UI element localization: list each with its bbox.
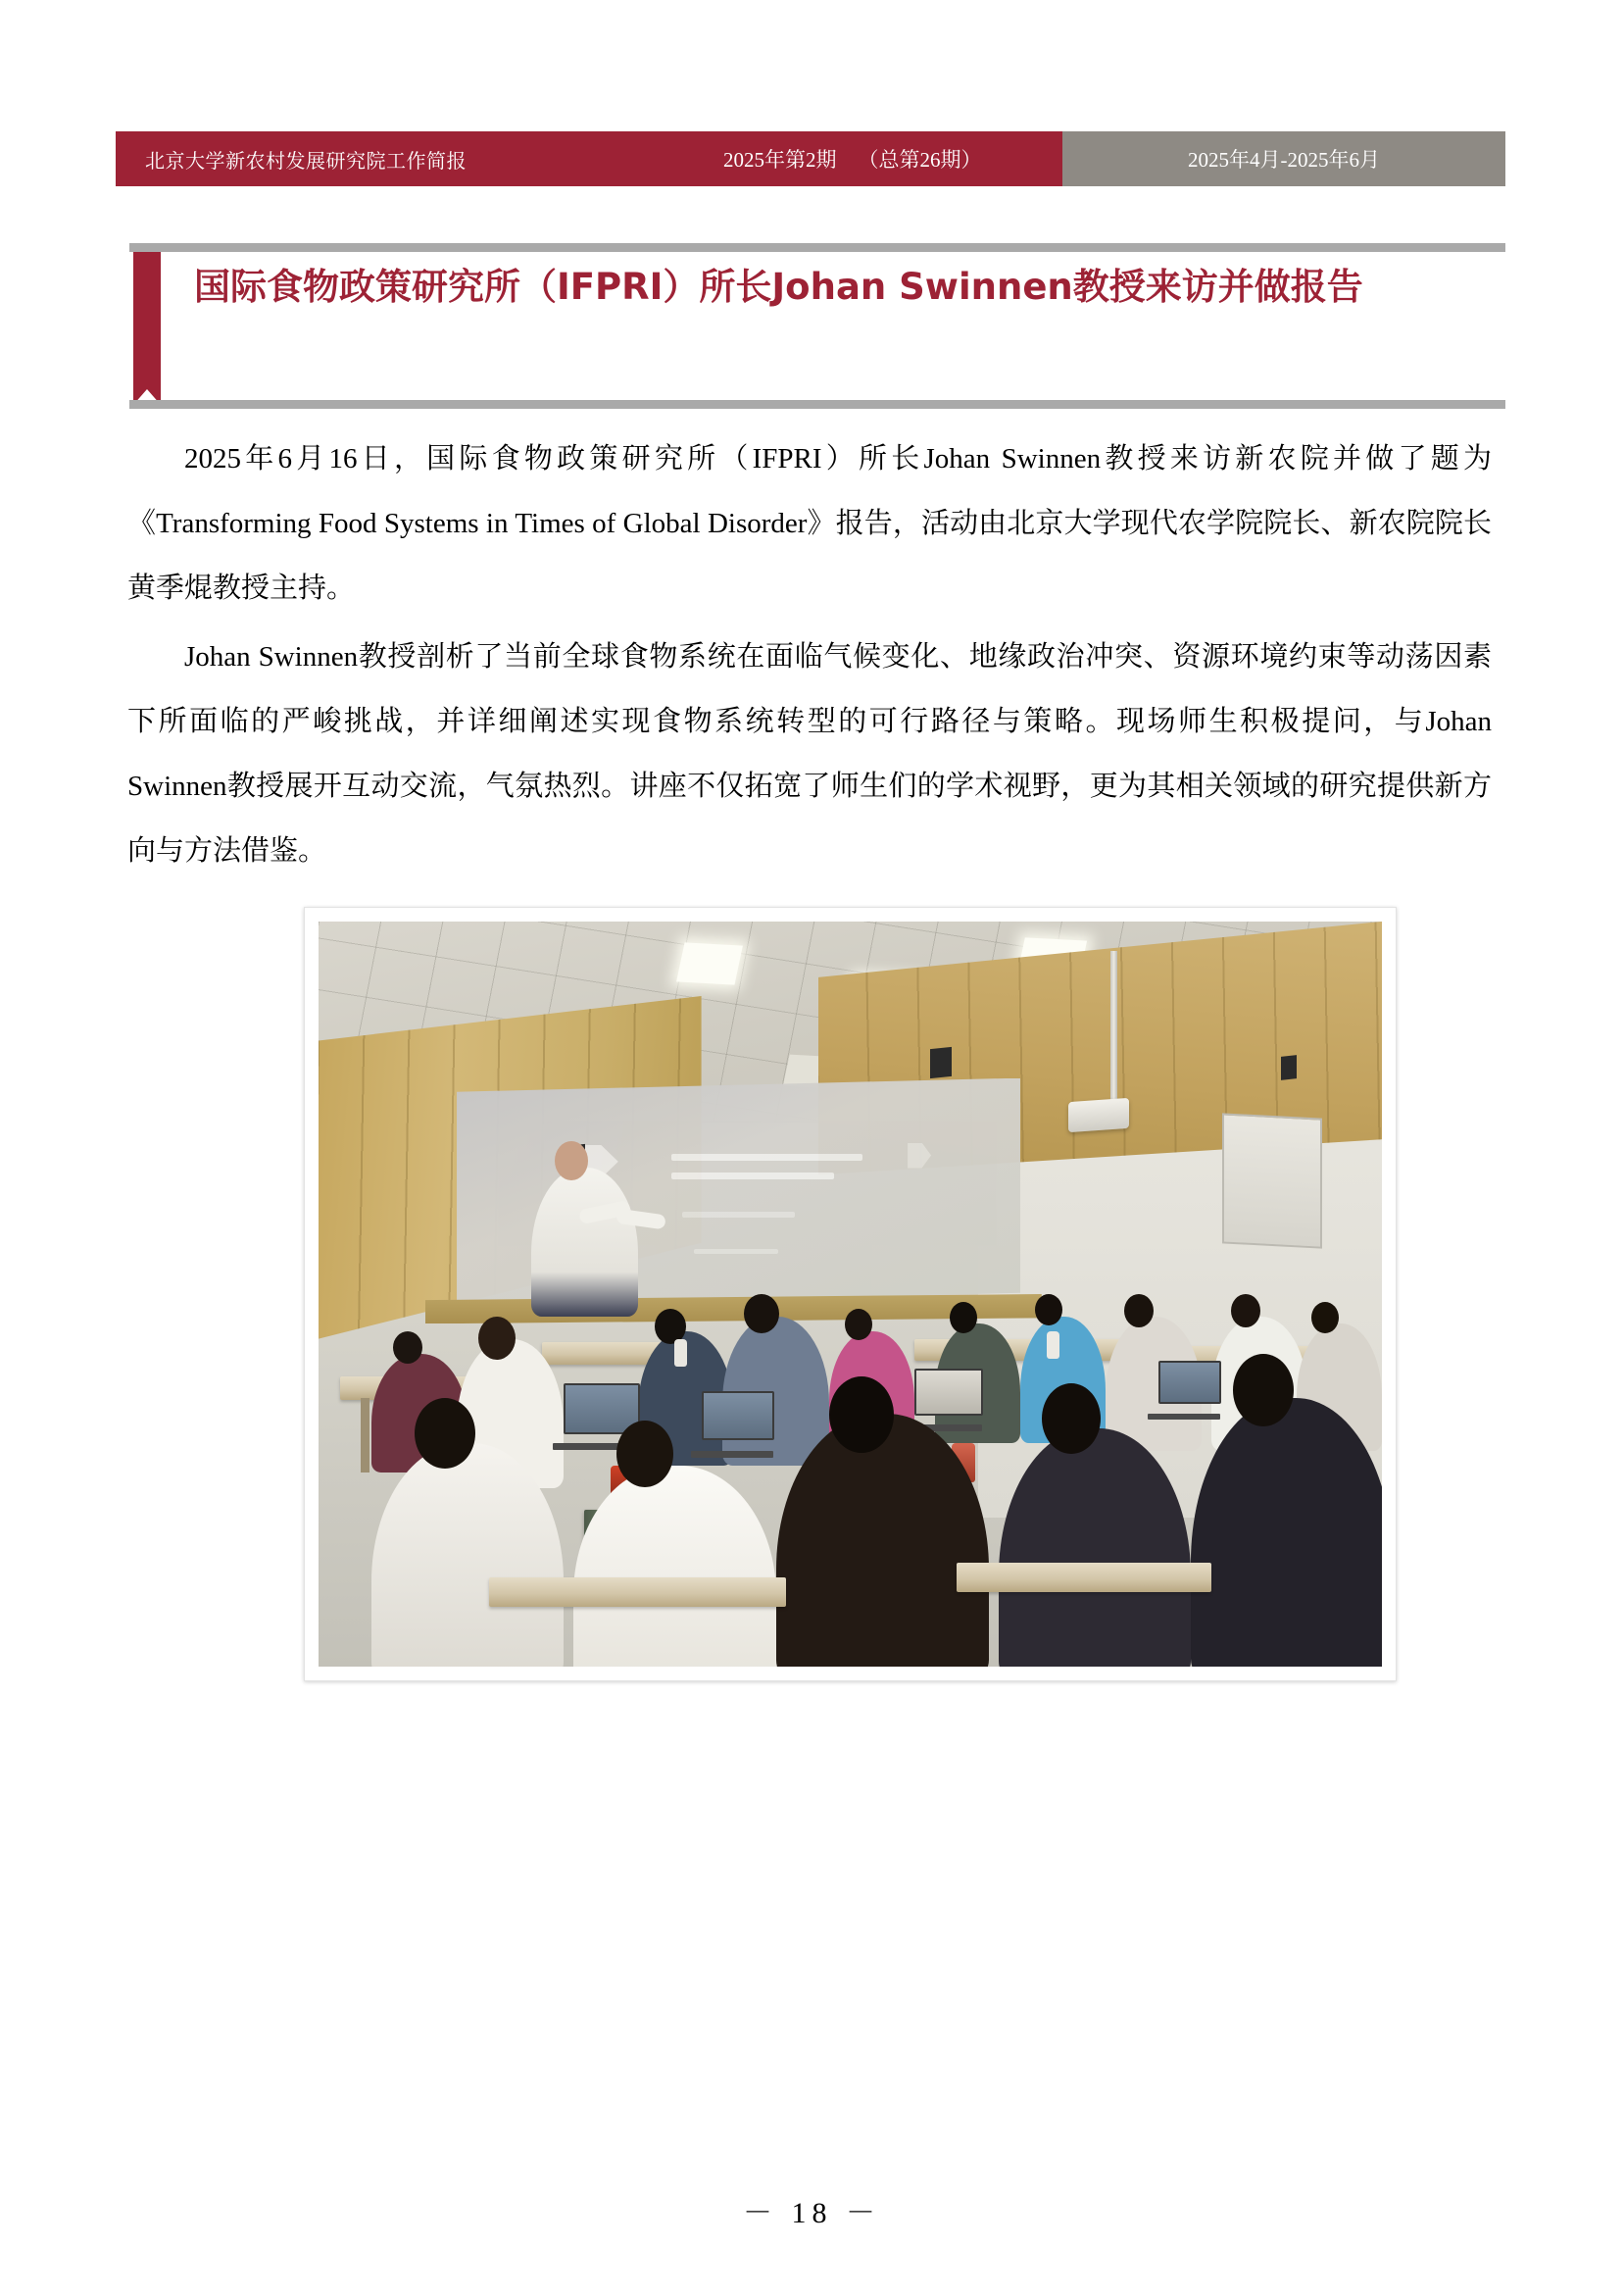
page-title: 国际食物政策研究所（IFPRI）所长Johan Swinnen教授来访并做报告: [194, 266, 1363, 308]
desk-foreground: [489, 1577, 787, 1607]
electrical-cabinet: [1222, 1113, 1322, 1249]
desk-foreground-right: [957, 1563, 1211, 1592]
article-photo-frame: [304, 907, 1397, 1681]
lecture-classroom-photo: [319, 922, 1382, 1667]
ceiling-light-1: [676, 942, 743, 984]
desk-front-left-leg: [361, 1398, 369, 1472]
audience-head-back-10: [1311, 1302, 1339, 1333]
slide-title-line-1: [671, 1154, 863, 1161]
title-rule-bottom: [129, 400, 1505, 409]
laptop-base-4: [1148, 1414, 1220, 1420]
ceiling-projector: [1068, 1098, 1129, 1132]
presenter-body: [531, 1168, 638, 1317]
audience-head-back-9: [1231, 1294, 1260, 1327]
projector-mount-rod: [1110, 951, 1117, 1108]
journal-title: 北京大学新农村发展研究院工作简报: [145, 148, 467, 173]
slide-title-line-2: [671, 1173, 835, 1179]
page-footer: [0, 2188, 1624, 2231]
paragraph-1: 2025年6月16日，国际食物政策研究所（IFPRI）所长Johan Swinnen教授来访新农院并做了题为《Transforming Food Systems in Times of Global Disorder》报告，活动由北京大学现代农学院院长、新农院院长黄季焜教授主持。: [127, 443, 1492, 604]
audience-head-front-left: [415, 1398, 475, 1469]
water-bottle-2: [1047, 1331, 1059, 1359]
audience-head-back-1: [393, 1331, 422, 1364]
header-red-band: [116, 131, 1062, 186]
laptop-screen-3: [914, 1369, 983, 1416]
audience-head-back-4: [744, 1294, 779, 1333]
audience-head-far-right: [1233, 1354, 1294, 1426]
issue-period: 2025年4月-2025年6月: [1188, 148, 1380, 172]
audience-head-front-right: [1042, 1383, 1101, 1454]
issue-total-number: （总第26期）: [858, 148, 982, 172]
title-rule-top: [129, 243, 1505, 252]
header-gray-band: [1062, 131, 1505, 186]
slide-secondary-logo-icon: [908, 1143, 931, 1169]
issue-number: 2025年第2期: [723, 148, 837, 172]
presenter-head: [555, 1141, 588, 1180]
slide-subtitle-line: [682, 1212, 795, 1218]
article-body: [127, 426, 1492, 887]
slide-footer-line: [694, 1249, 778, 1254]
audience-head-back-2: [478, 1317, 516, 1360]
header-issue-group: [723, 144, 982, 174]
title-ribbon-marker: [133, 252, 161, 389]
paragraph-2: Johan Swinnen教授剖析了当前全球食物系统在面临气候变化、地缘政治冲突、资源环境约束等动荡因素下所面临的严峻挑战，并详细阐述实现食物系统转型的可行路径与策略。现场师生积极提问，与Johan Swinnen教授展开互动交流，气氛热烈。讲座不仅拓宽了师生们的学术视野，更为其相关领域的研究提供新方向与方法借鉴。: [127, 641, 1492, 867]
page-number: － 18 －: [743, 2197, 881, 2229]
audience-head-back-6: [950, 1302, 977, 1333]
laptop-screen-2: [702, 1391, 774, 1440]
audience-head-front-center: [616, 1421, 673, 1487]
audience-head-front-center-right: [829, 1376, 894, 1453]
wall-speaker-far-right: [1281, 1055, 1297, 1080]
wall-speaker-right: [930, 1047, 952, 1078]
page-header: [116, 131, 1505, 186]
laptop-base-2: [691, 1451, 773, 1458]
water-bottle-1: [674, 1339, 687, 1367]
laptop-screen-4: [1158, 1361, 1221, 1404]
